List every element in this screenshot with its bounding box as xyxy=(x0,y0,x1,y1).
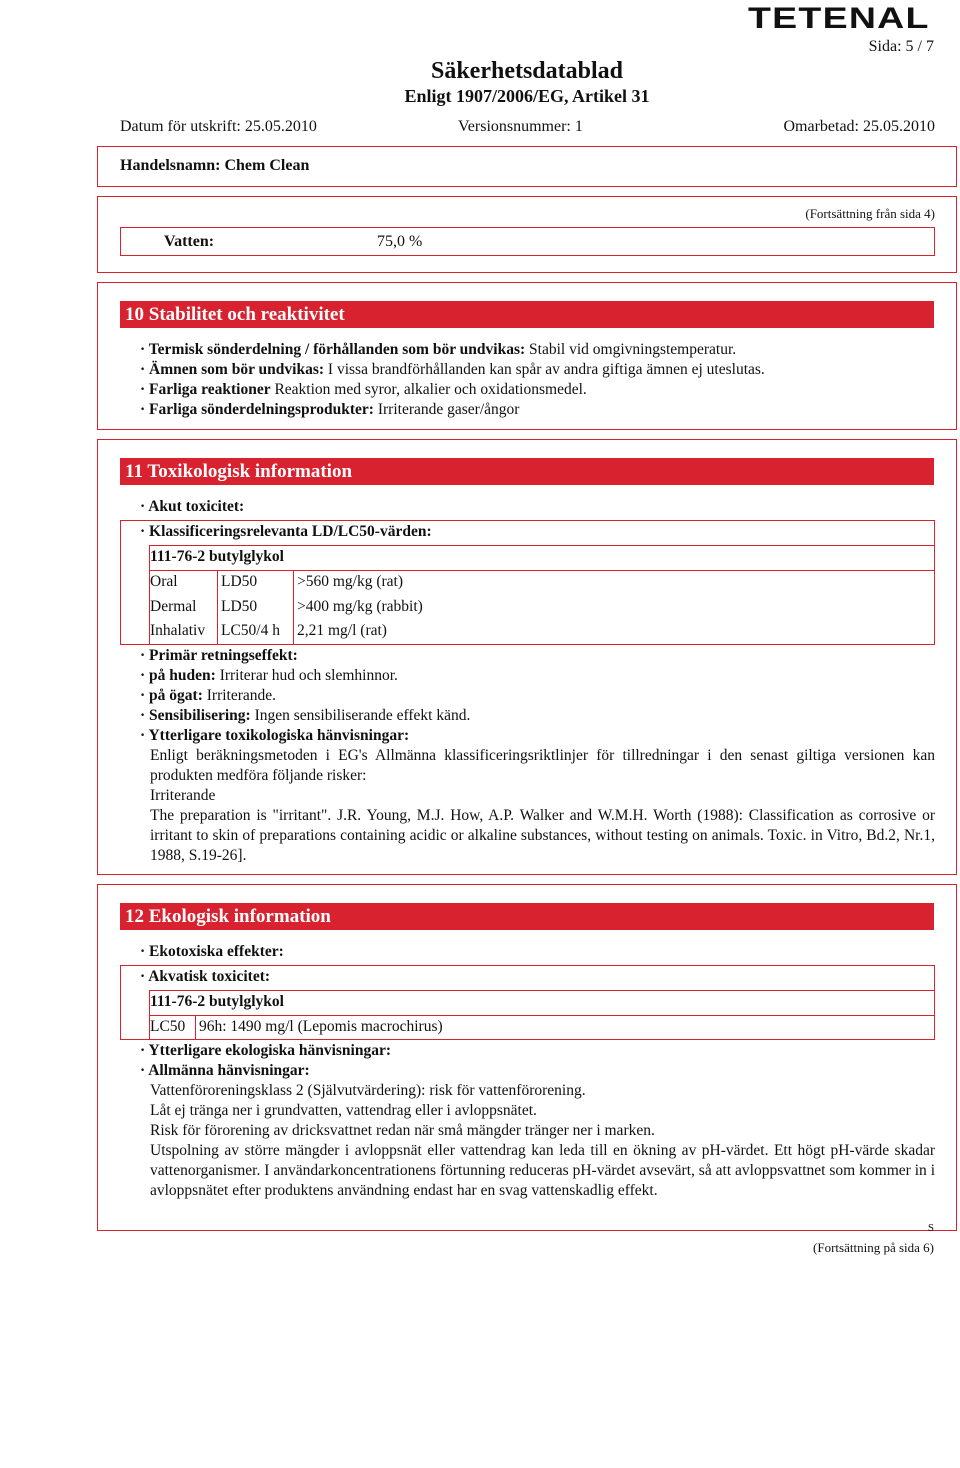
water-value: 75,0 % xyxy=(377,233,423,250)
further-tox-info: · Ytterligare toxikologiska hänvisningar: xyxy=(140,727,410,744)
dangerous-reactions: · Farliga reaktioner Reaktion med syror, alkalier och oxidationsmedel. xyxy=(140,381,587,398)
footer-mark: S xyxy=(927,1222,934,1234)
aquatic-heading: · Akvatisk toxicitet: xyxy=(140,968,271,985)
trade-name-box xyxy=(97,146,957,187)
sensitization: · Sensibilisering: Ingen sensibiliserande effekt känd. xyxy=(140,707,471,724)
tox-paragraph-2: Irriterande xyxy=(150,787,216,804)
continued-to: (Fortsättning på sida 6) xyxy=(813,1240,934,1255)
ecotoxic-effects: · Ekotoxiska effekter: xyxy=(140,943,284,960)
thermal-decomposition: · Termisk sönderdelning / förhållanden som bör undvikas: Stabil vid omgivningstemperatur. xyxy=(140,341,737,358)
page-number: Sida: 5 / 7 xyxy=(868,38,934,55)
ld50-heading: · Klassificeringsrelevanta LD/LC50-värden: xyxy=(140,523,432,540)
general-notes: · Allmänna hänvisningar: xyxy=(140,1062,310,1079)
substance-name: 111-76-2 butylglykol xyxy=(150,993,284,1010)
ld50-table: · Klassificeringsrelevanta LD/LC50-värden: 111-76-2 butylglykol Oral LD50 >560 mg/kg (rat) Dermal LD50 >400 mg/kg (rabbit) Inhalativ LC50/4 h 2,21 mg/l (rat) xyxy=(120,520,935,645)
company-logo: TETENAL xyxy=(748,2,930,35)
tox-paragraph-3: The preparation is "irritant". J.R. Young, M.J. How, A.P. Walker and W.M.H. Worth (1988): Classification as corrosive or irritant to skin of preparations containing acidic or alkaline substances, without testing on animals. Toxic. in Vitro, Bd.2, Nr.1, 1988, S.19-26]. xyxy=(150,807,935,864)
eco-note-2: Låt ej tränga ner i grundvatten, vattendrag eller i avloppsnätet. xyxy=(150,1102,537,1119)
section-10-heading: 10 Stabilitet och reaktivitet xyxy=(120,301,934,328)
continued-from: (Fortsättning från sida 4) xyxy=(805,206,935,221)
eye-effect: · på ögat: Irriterande. xyxy=(140,687,277,704)
print-date: Datum för utskrift: 25.05.2010 xyxy=(120,118,317,135)
version-number: Versionsnummer: 1 xyxy=(458,118,583,135)
section-11-heading: 11 Toxikologisk information xyxy=(120,458,934,485)
acute-toxicity: · Akut toxicitet: xyxy=(140,498,245,515)
skin-effect: · på huden: Irriterar hud och slemhinnor. xyxy=(140,667,398,684)
tox-paragraph-1: Enligt beräkningsmetoden i EG's Allmänna klassificeringsriktlinjer för tillredningar i den senast giltiga versionen kan produkten medföra följande risker: xyxy=(150,747,935,784)
eco-note-1: Vattenföroreningsklass 2 (Självutvärdering): risk för vattenförorening. xyxy=(150,1082,586,1099)
substance-name: 111-76-2 butylglykol xyxy=(150,548,284,565)
decomposition-products: · Farliga sönderdelningsprodukter: Irriterande gaser/ångor xyxy=(140,401,520,418)
water-row xyxy=(120,227,935,256)
continuation-box xyxy=(97,196,957,273)
trade-name: Handelsnamn: Chem Clean xyxy=(120,157,310,174)
further-eco-info: · Ytterligare ekologiska hänvisningar: xyxy=(140,1042,392,1059)
document-subtitle: Enligt 1907/2006/EG, Artikel 31 xyxy=(404,86,650,106)
primary-irritation: · Primär retningseffekt: xyxy=(140,647,298,664)
section-12-heading: 12 Ekologisk information xyxy=(120,903,934,930)
eco-note-3: Risk för förorening av dricksvattnet redan när små mängder tränger ner i marken. xyxy=(150,1122,655,1139)
eco-note-4: Utspolning av större mängder i avloppsnät eller vattendrag kan leda till en ökning av pH-värdet. Ett högt pH-värde skadar vattenorganismer. I användarkoncentrationens förtunning reduceras pH-värdet avsevärt, så att avloppsvattnet som kommer in i avloppsnätet efter produktens användning endast har en svag vattenskadlig effekt. xyxy=(150,1142,935,1199)
water-label: Vatten: xyxy=(164,233,215,250)
revised-date: Omarbetad: 25.05.2010 xyxy=(783,118,935,135)
document-title: Säkerhetsdatablad xyxy=(430,58,624,84)
substances-to-avoid: · Ämnen som bör undvikas: I vissa brandförhållanden kan spår av andra giftiga ämnen ej uteslutas. xyxy=(140,361,765,378)
aquatic-table: · Akvatisk toxicitet: 111-76-2 butylglykol LC50 96h: 1490 mg/l (Lepomis macrochirus) xyxy=(120,965,935,1040)
